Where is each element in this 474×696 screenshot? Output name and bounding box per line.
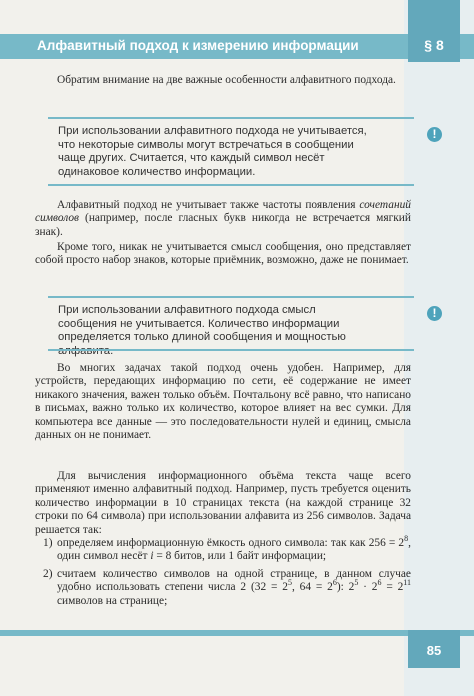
note-bottom-rule <box>48 349 414 351</box>
paragraph-text: Обратим внимание на две важные особенности алфавитного подхода. <box>57 74 396 86</box>
list-item: 1) определяем информационную ёмкость одного символа: так как $256 = 2^8$, один символ несёт i = 8 битов, или 1 байт информации; <box>43 534 411 563</box>
chapter-header <box>0 34 474 59</box>
solution-list <box>35 534 411 608</box>
footer-bar <box>0 630 474 636</box>
note-top-rule <box>48 117 414 119</box>
chapter-title: Алфавитный подход к измерению информации <box>37 38 359 53</box>
note-box-2: При использовании алфавитного подхода смысл сообщения не учитывается. Количество информации определяется только длиной сообщения и мощностью алфавита. <box>58 304 346 357</box>
section-number: § 8 <box>424 37 444 53</box>
paragraph-intro <box>35 74 411 87</box>
italic-term: сочетаний символов <box>35 199 411 225</box>
list-number: 2) <box>43 567 53 580</box>
paragraph-convenience <box>35 362 411 442</box>
page-margin-strip <box>404 0 474 696</box>
page-number: 85 <box>426 643 442 658</box>
paragraph-text: (например, после гласных букв никогда не встречается мягкий знак). <box>35 212 411 238</box>
note-box-1: При использовании алфавитного подхода не учитывается, что некоторые символы могут встречаться в сообщении чаще других. Считается, что каждый символ несёт одинаковое количество информации. <box>58 125 367 178</box>
note-top-rule <box>48 296 414 298</box>
exclamation-circle-icon: ! <box>427 306 442 321</box>
paragraph-example <box>35 470 411 537</box>
paragraph-text: Алфавитный подход не учитывает также частоты появления <box>57 199 360 211</box>
exclamation-circle-icon: ! <box>427 127 442 142</box>
paragraph-text: Для вычисления информационного объёма текста чаще всего применяют именно алфавитный подход. Например, пусть требуется оценить количество информации в 10 страницах текста (на каждой странице 32 строки по 64 символа) при использовании алфавита из 256 символов. Задача решается так: <box>35 470 411 536</box>
list-number: 1) <box>43 537 53 549</box>
paragraph-frequency <box>35 199 411 239</box>
paragraph-text: Кроме того, никак не учитывается смысл сообщения, оно представляет собой просто набор знаков, которые приёмник, возможно, даже не понимает. <box>35 241 411 267</box>
note-bottom-rule <box>48 184 414 186</box>
paragraph-text: Во многих задачах такой подход очень удобен. Например, для устройств, передающих информацию по сети, её содержание не имеет никакого значения, важен только объём. Почтальону всё равно, что написано в письмах, важно только их количество, которое влияет на вес сумки. Для компьютера все данные — это последовательности нулей и единиц, смысла данных он не понимает. <box>35 362 411 442</box>
list-item: 2) считаем количество символов на одной странице, в данном случае удобно использовать степени числа 2 ($32 = 2^5$, $64 = 2^6$): $2^5 \cdot 2^6 = 2^{11}$ символов на странице; <box>43 567 411 607</box>
paragraph-meaning <box>35 241 411 268</box>
section-tab <box>408 0 460 62</box>
page-number-tab <box>408 630 460 668</box>
